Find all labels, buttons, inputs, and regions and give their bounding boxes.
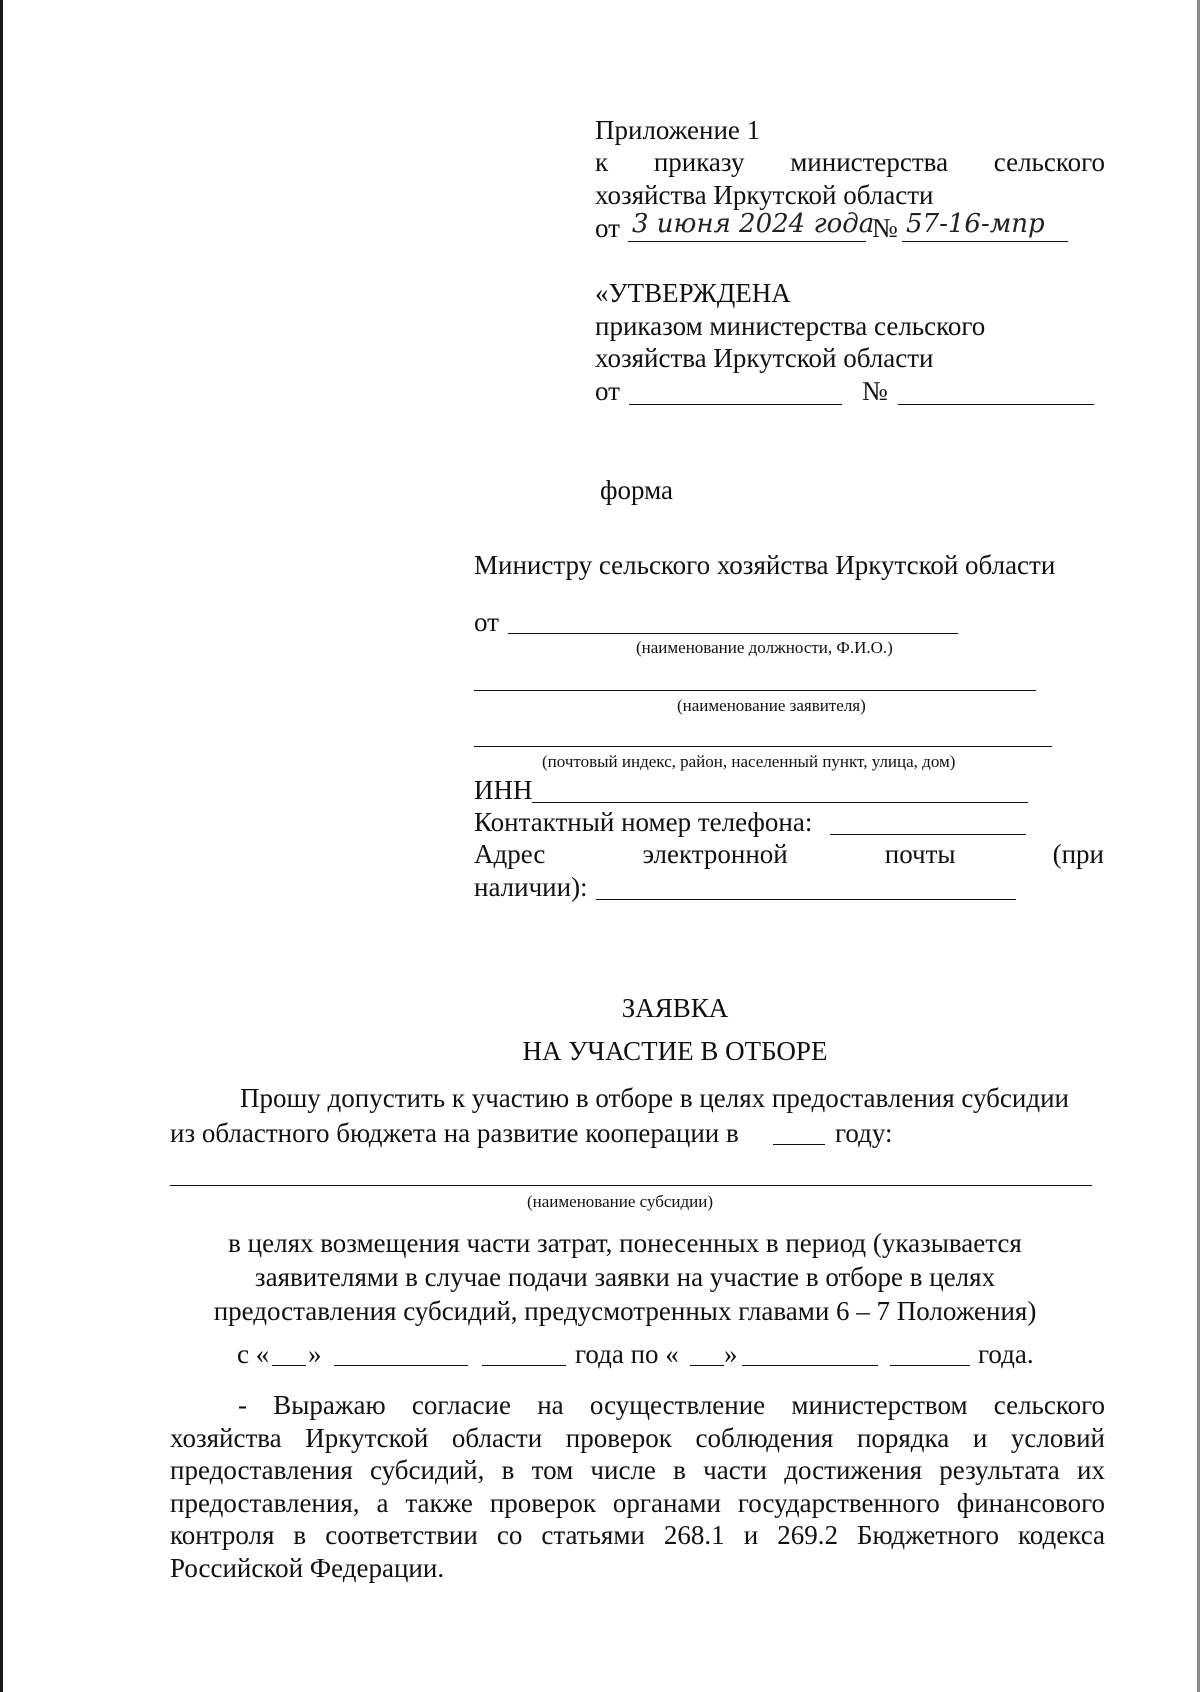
appendix-from-label: от — [595, 213, 620, 243]
end-month-line — [742, 1365, 878, 1366]
caption-address: (почтовый индекс, район, населенный пункт, улица, дом) — [542, 752, 956, 771]
email-word: Адрес — [474, 839, 546, 869]
approved-title: «УТВЕРЖДЕНА — [595, 278, 791, 308]
appendix-number-line — [902, 241, 1068, 242]
period-quote-close: » — [308, 1339, 322, 1369]
period-line-1: в целях возмещения части затрат, понесенных в период (указывается — [228, 1228, 1022, 1258]
email-line-1 — [474, 838, 1104, 870]
request-line-2-start: из областного бюджета на развитие кооперации в — [170, 1118, 739, 1148]
form-label: форма — [600, 475, 673, 505]
approved-line-2: хозяйства Иркутской области — [595, 343, 934, 373]
period-year-to: года по « — [575, 1339, 679, 1369]
address-line — [474, 746, 1052, 747]
appendix-word: к — [595, 147, 609, 177]
caption-position: (наименование должности, Ф.И.О.) — [636, 638, 893, 657]
consent-paragraph: - Выражаю согласие на осуществление министерством сельского хозяйства Иркутской области проверок соблюдения порядка и условий предоставления субсидий, в том числе в части достижения результата их предоставления, а также проверок органами государственного финансового контроля в соответствии со статьями 268.1 и 269.2 Бюджетного кодекса Российской Федерации. — [170, 1390, 1105, 1583]
caption-subsidy: (наименование субсидии) — [527, 1192, 714, 1211]
appendix-line-1 — [595, 146, 1105, 178]
heading-subtitle: НА УЧАСТИЕ В ОТБОРЕ — [522, 1036, 828, 1066]
email-word: почты — [884, 839, 956, 869]
approved-from-label: от — [595, 376, 620, 406]
approved-number-label: № — [862, 376, 888, 406]
start-month-line — [334, 1365, 468, 1366]
appendix-word: сельского — [993, 147, 1105, 177]
heading-title: ЗАЯВКА — [621, 993, 729, 1023]
scan-edge-left — [0, 0, 3, 1692]
year-line — [773, 1144, 825, 1145]
end-day-line — [690, 1365, 724, 1366]
inn-line — [532, 802, 1028, 803]
email-word: (при — [1052, 839, 1104, 869]
caption-applicant: (наименование заявителя) — [677, 696, 866, 715]
approved-line-1: приказом министерства сельского — [595, 311, 986, 341]
addressee-to: Министру сельского хозяйства Иркутской области — [474, 550, 1056, 580]
appendix-word: министерства — [790, 147, 949, 177]
position-line — [508, 633, 958, 634]
appendix-title: Приложение 1 — [595, 115, 761, 145]
end-year-line — [890, 1365, 970, 1366]
email-line — [596, 899, 1016, 900]
request-line-2-end: году: — [835, 1118, 893, 1148]
period-line-3: предоставления субсидий, предусмотренных главами 6 – 7 Положения) — [213, 1296, 1037, 1326]
phone-line — [830, 834, 1026, 835]
period-quote-close-2: » — [724, 1339, 738, 1369]
period-year-end: года. — [978, 1339, 1034, 1369]
phone-label: Контактный номер телефона: — [474, 807, 813, 837]
inn-label: ИНН — [474, 775, 533, 805]
period-from-label: с « — [237, 1339, 270, 1369]
appendix-line-2: хозяйства Иркутской области — [595, 180, 934, 210]
start-year-line — [482, 1365, 566, 1366]
appendix-number-handwritten: 57-16-мпр — [906, 209, 1045, 239]
appendix-date-handwritten: 3 июня 2024 года — [632, 209, 875, 239]
applicant-line — [474, 690, 1036, 691]
period-line-2: заявителями в случае подачи заявки на участие в отборе в целях — [254, 1262, 996, 1292]
appendix-word: приказу — [653, 147, 745, 177]
start-day-line — [272, 1365, 306, 1366]
addressee-from-label: от — [474, 607, 499, 637]
request-line-1: Прошу допустить к участию в отборе в целях предоставления субсидии — [240, 1083, 1069, 1113]
email-line-2: наличии): — [474, 872, 588, 902]
approved-date-line — [629, 404, 842, 405]
email-word: электронной — [642, 839, 788, 869]
appendix-date-line — [628, 241, 866, 242]
subsidy-name-line — [170, 1185, 1092, 1186]
approved-number-line — [898, 404, 1094, 405]
appendix-number-label: № — [872, 213, 898, 243]
